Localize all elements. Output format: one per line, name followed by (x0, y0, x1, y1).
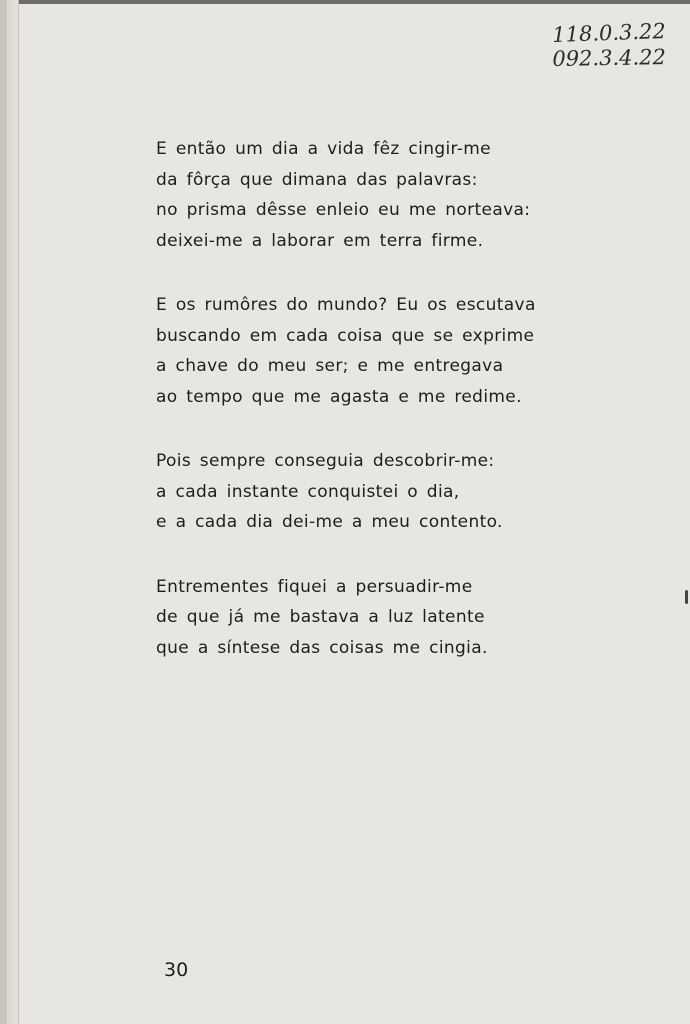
stanza (156, 290, 536, 412)
poem-line: Entrementes fiquei a persuadir-me (156, 576, 473, 597)
stanza (156, 134, 536, 256)
poem-line: deixei-me a laborar em terra firme. (156, 230, 484, 251)
poem-text (156, 134, 536, 697)
archive-mark-line2: 092.3.4.22 (552, 45, 667, 71)
stanza (156, 446, 536, 538)
poem-line: a cada instante conquistei o dia, (156, 481, 460, 502)
poem-line: E então um dia a vida fêz cingir-me (156, 139, 491, 159)
handwritten-archive-mark (518, 14, 668, 74)
poem-line: de que já me bastava a luz latente (156, 607, 485, 627)
poem-line: da fôrça que dimana das palavras: (156, 169, 478, 190)
archive-mark-line1: 118.0.3.22 (551, 19, 667, 47)
page-number: 30 (164, 959, 189, 981)
poem-line: e a cada dia dei-me a meu contento. (156, 512, 503, 532)
margin-mark (685, 590, 688, 604)
poem-line: no prisma dêsse enleio eu me norteava: (156, 200, 531, 220)
handwritten-signature-image (518, 14, 668, 74)
poem-line: a chave do meu ser; e me entregava (156, 356, 504, 376)
poem-line: Pois sempre conseguia descobrir-me: (156, 451, 495, 471)
stanza (156, 572, 536, 664)
poem-line: E os rumôres do mundo? Eu os escutava (156, 295, 536, 315)
poem-line: que a síntese das coisas me cingia. (156, 637, 488, 658)
poem-line: buscando em cada coisa que se exprime (156, 325, 535, 346)
poem-line: ao tempo que me agasta e me redime. (156, 386, 522, 407)
book-page (18, 4, 690, 1024)
